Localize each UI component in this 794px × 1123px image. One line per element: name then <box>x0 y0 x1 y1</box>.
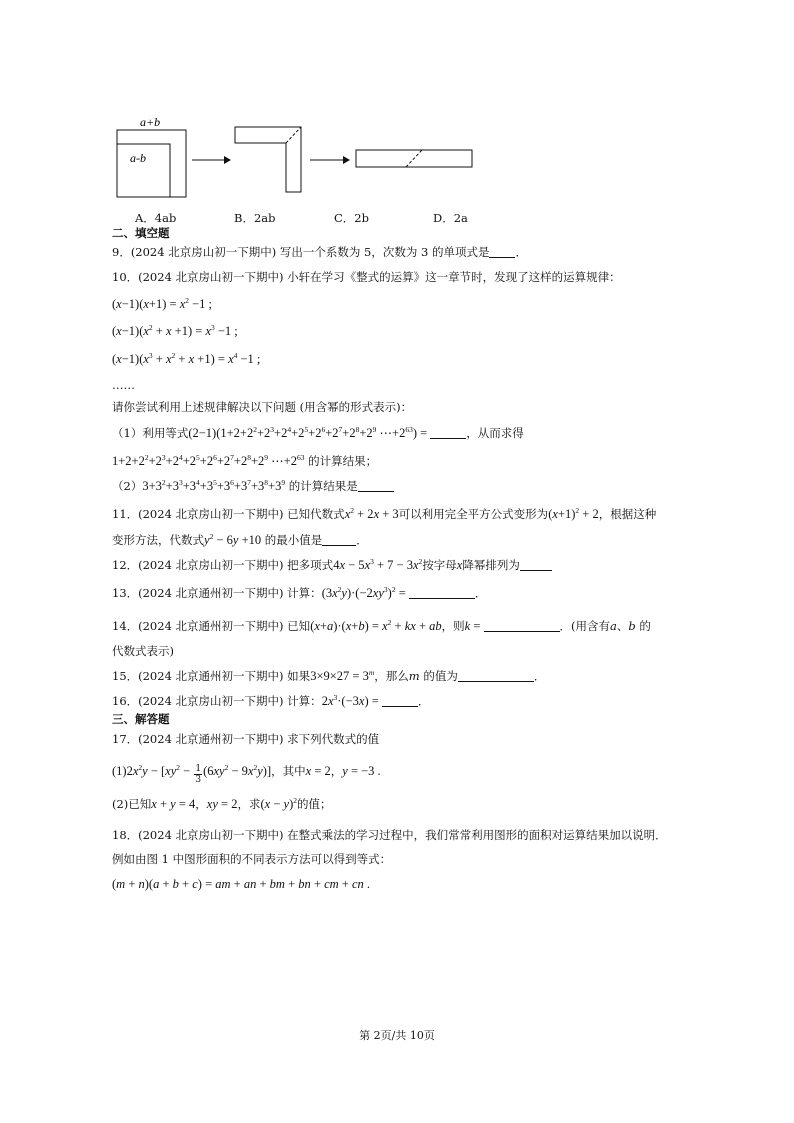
question-13: 13．(2024 北京通州初一下期中) 计算：$(3x^2y)\cdot(-2xy^3)^2$ = ． <box>112 585 487 600</box>
label-a-minus-b: a-b <box>130 151 146 165</box>
q10-ask: 请你尝试利用上述规律解决以下问题 (用含幂的形式表示)： <box>112 400 413 414</box>
question-11: 11．(2024 北京房山初一下期中) 已知代数式$x^2 + 2x + 3$可以利用完全平方公式变形为$(x+1)^2 + 2$，根据这种 <box>112 506 657 521</box>
question-17: 17．(2024 北京通州初一下期中) 求下列代数式的值 <box>112 732 380 746</box>
q10-part-1-sum: $1+2+2^2+2^3+2^4+2^5+2^6+2^7+2^8+2^9$ $\cdots+2^{63}$ 的计算结果； <box>112 453 378 468</box>
question-11-cont: 变形方法，代数式$y^2 - 6y +10$ 的最小值是 ． <box>112 532 368 547</box>
question-17-part-1: $(1)2x^2y - [xy^2$ − $\frac{1}{3}$ $(6xy^2 - 9x^2y)$]，其中x = 2，y = −3 . <box>112 763 381 785</box>
l-shape-dashed-cut <box>286 127 301 143</box>
q10-pattern-2: $(x-1)(x^2 + x +1) = x^3 -1$ ; <box>112 323 238 338</box>
q10-part-2: $(2)3+3^2+3^3+3^4+3^5+3^6+3^7+3^8+3^9$ 的计算结果是 <box>112 478 394 494</box>
option-a: A．4ab <box>135 211 177 225</box>
label-a-plus-b: a+b <box>140 115 161 129</box>
question-14: 14．(2024 北京通州初一下期中) 已知$(x+a)\cdot(x+b) = x^2$ + kx + ab，则k = ．(用含有a、b 的 <box>112 618 651 633</box>
option-c: C．2b <box>334 211 369 225</box>
question-18-equation: (m + n)(a + b + c) = am + an + bm + bn + cm + cn . <box>112 877 371 891</box>
question-9: 9．(2024 北京房山初一下期中) 写出一个系数为 5，次数为 3 的单项式是 ． <box>112 245 527 259</box>
q10-pattern-3: $(x-1)(x^3 + x^2 + x +1) = x^4 -1$ ; <box>112 351 261 366</box>
section-fill-in: 二、填空题 <box>112 226 170 240</box>
rectangle-dashed-cut <box>406 150 422 167</box>
outer-square <box>117 130 186 197</box>
page-footer: 第 2页/共 10页 <box>359 1029 435 1042</box>
question-10-intro: 10．(2024 北京房山初一下期中) 小轩在学习《整式的运算》这一章节时，发现了这样的运算规律： <box>112 270 621 284</box>
question-18-cont: 例如由图 1 中图形面积的不同表示方法可以得到等式： <box>112 852 392 866</box>
section-solve: 三、解答题 <box>112 712 170 726</box>
question-14-cont: 代数式表示) <box>112 644 174 658</box>
question-12: 12．(2024 北京房山初一下期中) 把多项式$4x - 5x^3 + 7 - 3x^2$按字母x降幂排列为 <box>112 557 552 573</box>
q10-ellipsis: …… <box>112 378 135 392</box>
arrow-2 <box>310 156 350 164</box>
question-18: 18．(2024 北京房山初一下期中) 在整式乘法的学习过程中，我们常常利用图形的面积对运算结果加以说明． <box>112 828 667 842</box>
option-d: D．2a <box>433 211 468 225</box>
arrow-1 <box>192 156 231 164</box>
q10-pattern-1: $(x-1)(x+1) = x^2 -1$ ; <box>112 296 213 311</box>
q10-part-1: （1）利用等式$(2-1)(1+2+2^2+2^3+2^4+2^5+2^6+2^7+2^8+2^9$ $\cdots+2^{63}$) = ，从而求得 <box>112 425 524 440</box>
question-16: 16．(2024 北京房山初一下期中) 计算：$2x^3\cdot(-3x)$ = ． <box>112 693 430 708</box>
area-transform-figure <box>110 110 490 202</box>
l-shape <box>235 127 301 192</box>
question-17-part-2: (2)已知x + y = 4，xy = 2，求$(x - y)^2$的值； <box>112 796 332 811</box>
option-b: B．2ab <box>234 211 276 225</box>
question-15: 15．(2024 北京通州初一下期中) 如果$3\times 9\times 27 = 3^m$，那么m 的值为 ． <box>112 668 546 683</box>
